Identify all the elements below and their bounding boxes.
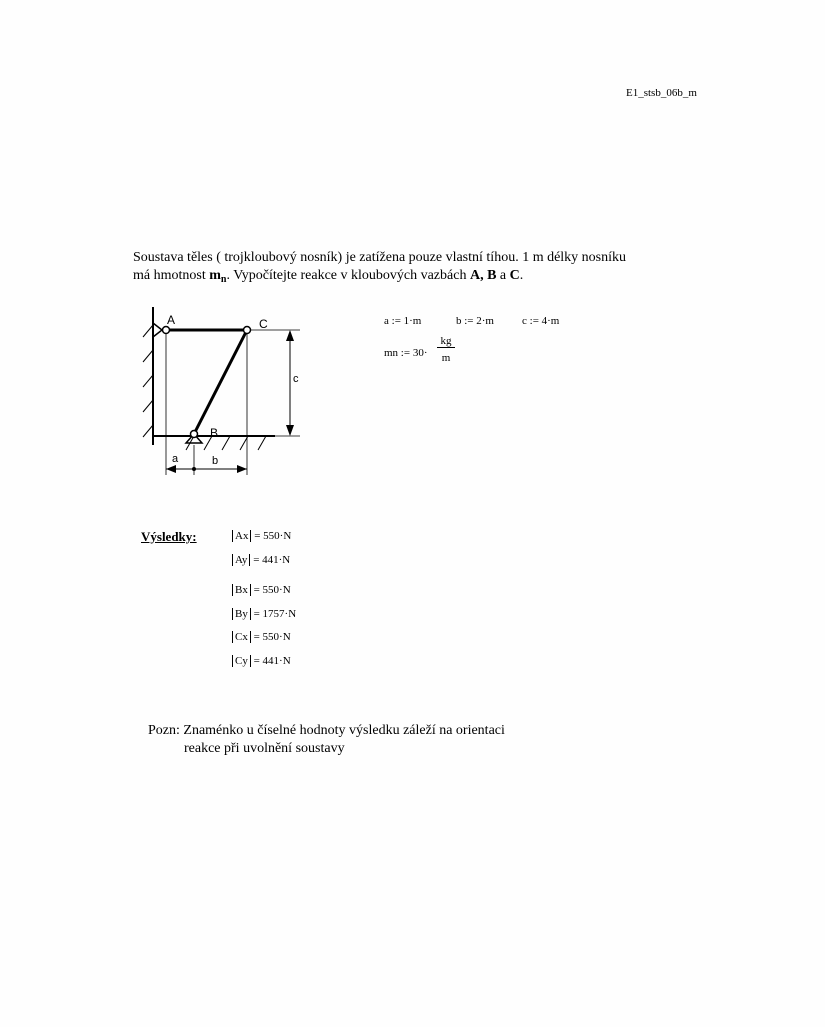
result-cx-value: = 550·N — [253, 631, 291, 643]
structure-diagram — [120, 295, 320, 485]
joint-a-pin — [163, 327, 170, 334]
dim-b-label: b — [212, 455, 219, 467]
result-cy-value: = 441·N — [253, 655, 291, 667]
result-by-name: By — [232, 608, 251, 620]
given-mn-lhs: mn := 30· — [384, 347, 428, 359]
result-by-value: = 1757·N — [253, 608, 297, 620]
joint-c: C — [509, 268, 520, 283]
result-by — [232, 608, 296, 620]
result-ay — [232, 554, 290, 566]
result-cy-name: Cy — [232, 655, 251, 667]
problem-statement — [133, 249, 733, 289]
result-cx — [232, 631, 291, 643]
label-a: A — [167, 313, 176, 327]
given-mn-numerator: kg — [437, 335, 455, 348]
result-ay-name: Ay — [232, 554, 250, 566]
period: . — [519, 268, 524, 283]
document-id: E1_stsb_06b_m — [626, 87, 697, 99]
result-ax-value: = 550·N — [254, 530, 292, 542]
member-cb — [194, 330, 247, 434]
problem-text-a: má hmotnost — [133, 268, 210, 283]
problem-line-2 — [133, 267, 733, 289]
given-a: a := 1·m — [384, 315, 422, 327]
label-c: C — [259, 317, 268, 331]
and-word: a — [496, 268, 510, 283]
problem-text-b: . Vypočítejte reakce v kloubových vazbách — [226, 268, 470, 283]
result-ax-name: Ax — [232, 530, 251, 542]
joint-c-pin — [244, 327, 251, 334]
result-cy — [232, 655, 291, 667]
mass-symbol: m — [209, 268, 221, 283]
dim-c-label: c — [293, 373, 299, 385]
dim-a-label: a — [172, 453, 179, 465]
dim-ab-tick — [192, 467, 196, 471]
result-bx-name: Bx — [232, 584, 251, 596]
joints-ab: A, B — [469, 268, 497, 283]
result-bx-value: = 550·N — [253, 584, 291, 596]
given-mn-denominator: m — [441, 352, 451, 364]
results-title: Výsledky: — [141, 529, 197, 544]
result-bx — [232, 584, 291, 596]
problem-line-1: Soustava těles ( trojkloubový nosník) je zatížena pouze vlastní tíhou. 1 m délky nosníku — [133, 250, 627, 265]
wall-hatching — [143, 325, 153, 437]
label-b: B — [210, 426, 219, 440]
result-ay-value: = 441·N — [253, 554, 291, 566]
result-cx-name: Cx — [232, 631, 251, 643]
support-a — [153, 323, 162, 337]
given-b: b := 2·m — [456, 315, 494, 327]
mass-subscript: n — [220, 274, 227, 285]
given-c: c := 4·m — [522, 315, 560, 327]
joint-b-pin — [191, 431, 198, 438]
result-ax — [232, 530, 291, 542]
note-line-2: reakce při uvolnění soustavy — [184, 741, 345, 756]
extension-lines — [166, 330, 300, 475]
note-line-1: Pozn: Znaménko u číselné hodnoty výsledku záleží na orientaci — [148, 723, 505, 738]
